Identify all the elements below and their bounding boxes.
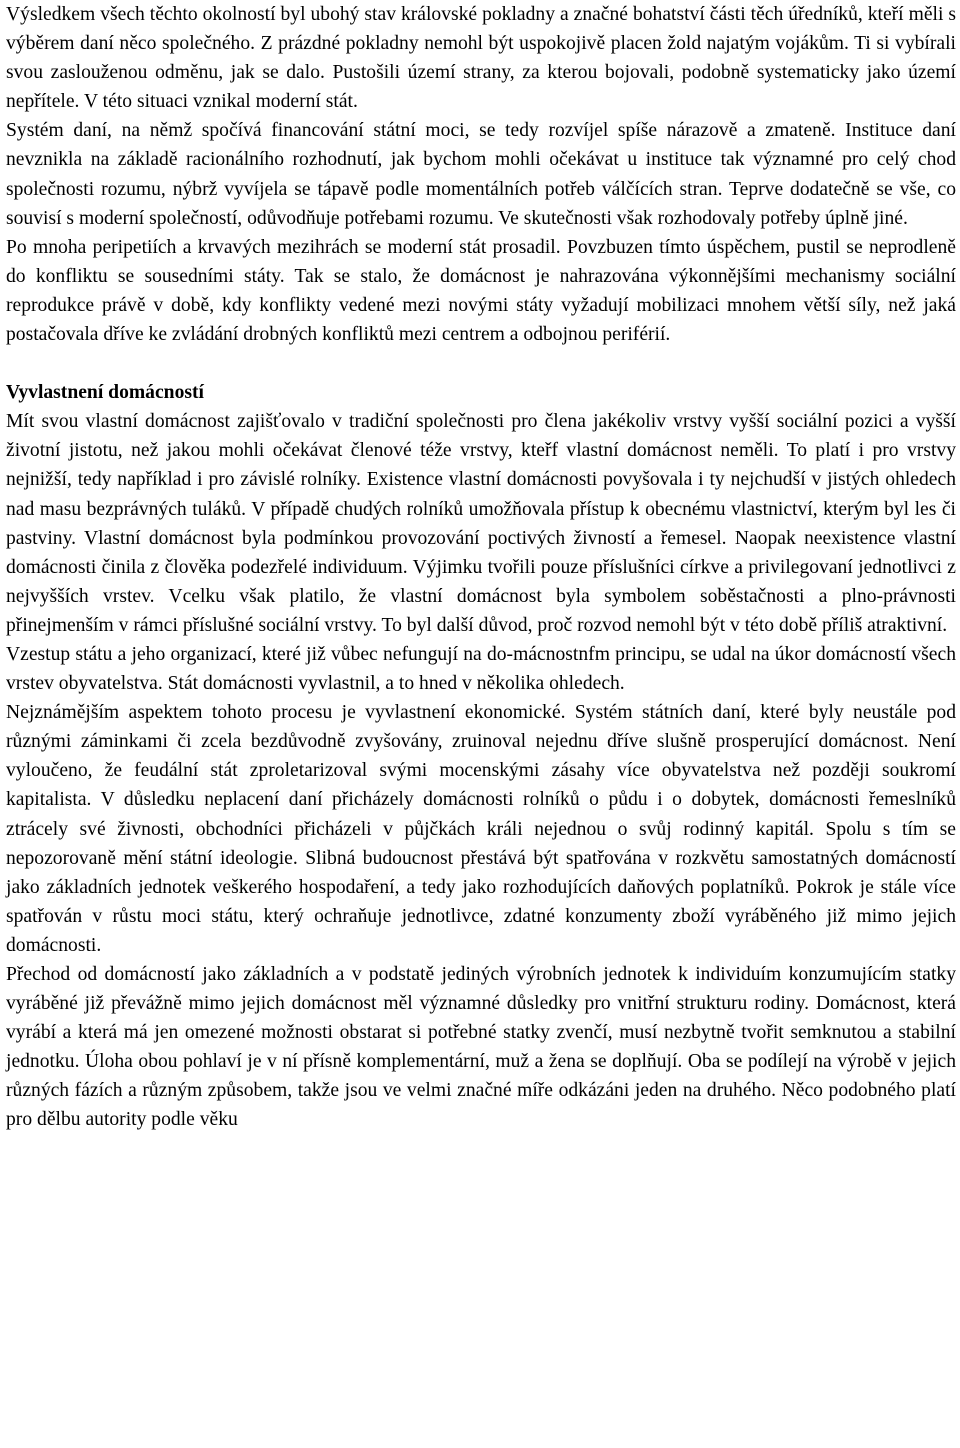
paragraph-royal-treasury: Výsledkem všech těchto okolností byl ubohý stav královské pokladny a značné bohatství části těch úředníků, kteří měli s výběrem daní něco společného. Z prázdné pokladny nemohl být uspokojivě placen žold najatým vojákům. Ti si vybírali svou zaslouženou odměnu, jak se dalo. Pustošili území strany, za kterou bojovali, podobně systematicky jako území nepřítele. V této situaci vznikal moderní stát.	[6, 4, 956, 113]
document-page	[6, 0, 956, 1135]
paragraph-modern-state: Po mnoha peripetiích a krvavých mezihrách se moderní stát prosadil. Povzbuzen tímto úspěchem, pustil se neprodleně do konfliktu se sousedními státy. Tak se stalo, že domácnost je nahrazována výkonnějšími mechanismy sociální reprodukce právě v době, kdy konflikty vedené mezi novými státy vyžadují mobilizaci mnohem větší síly, než jaká postačovala dříve ke zvládání drobných konfliktů mezi centrem a odbojnou periférií.	[6, 236, 956, 346]
paragraph-tax-system: Systém daní, na němž spočívá financování státní moci, se tedy rozvíjel spíše nárazově a zmateně. Instituce daní nevznikla na základě racionálního rozhodnutí, jak bychom mohli očekávat u instituce tak významné pro celý chod společnosti rozumu, nýbrž vyvíjela se tápavě podle momentálních potřeb válčících stran. Teprve dodatečně se vše, co souvisí s moderní společností, odůvodňuje potřebami rozumu. Ve skutečnosti však rozhodovaly potřeby úplně jiné.	[6, 120, 956, 229]
section-heading: Vyvlastnení domácností	[6, 382, 204, 404]
paragraph-economic-expropriation: Nejznámějším aspektem tohoto procesu je vyvlastnení ekonomické. Systém státních daní, které byly neustále pod různými záminkami či zcela bezdůvodně zvyšovány, zruinoval nejednu dříve slušně prosperující domácnost. Není vyloučeno, že feudální stát zproletarizoval svými mocenskými zásahy více obyvatelstva než později soukromí kapitalista. V důsledku neplacení daní přicházely domácnosti rolníků o půdu i o dobytek, domácnosti řemeslníků ztrácely své živnosti, obchodníci přicházeli v půjčkách králi nejednou o svůj rodinný kapitál. Spolu s tím se nepozorovaně mění státní ideologie. Slibná budoucnost přestává být spatřována v rozkvětu samostatných domácností jako základních jednotek veškerého hospodaření, a tedy jako rozhodujících daňových poplatníků. Pokrok je stále více spatřován v růstu moci státu, který ochraňuje jednotlivce, zdatné konzumenty zboží vyráběného již mimo jejich domácnosti.	[6, 702, 956, 956]
paragraph-own-household: Mít svou vlastní domácnost zajišťovalo v tradiční společnosti pro člena jakékoliv vrstvy vyšší sociální pozici a vyšší životní jistotu, než jakou mohli očekávat členové téže vrstvy, kteřf vlastní domácnost neměli. To platí i pro vrstvy nejnižší, tedy například i pro závislé rolníky. Existence vlastní domácnosti povyšovala i ty nejchudší v jistých ohledech nad masu bezprávných tuláků. V případě chudých rolníků umožňovala přístup k obecnému vlastnictví, kterým byl les či pastviny. Vlastní domácnost byla podmínkou provozování poctivých živností a řemesel. Naopak neexistence vlastní domácnosti činila z člověka podezřelé individuum. Výjimku tvořili pouze příslušníci církve a privilegovaní jednotlivci z nejvyšších vrstev. Vcelku však platilo, že vlastní domácnost byla symbolem soběstačnosti a plno-právnosti přinejmenším v rámci příslušné sociální vrstvy. To byl další důvod, proč rozvod nemohl být v této době příliš atraktivní.	[6, 411, 956, 636]
paragraph-rise-of-state: Vzestup státu a jeho organizací, které již vůbec nefungují na do-mácnostnfm principu, se udal na úkor domácností všech vrstev obyvatelstva. Stát domácnosti vyvlastnil, a to hned v několika ohledech.	[6, 643, 956, 695]
paragraph-household-transition: Přechod od domácností jako základních a v podstatě jediných výrobních jednotek k individuím konzumujícím statky vyráběné již převážně mimo jejich domácnost měl významné důsledky pro vnitřní strukturu rodiny. Domácnost, která vyrábí a která má jen omezené možnosti obstarat si potřebné statky zvenčí, musí nezbytně tvořit semknutou a stabilní jednotku. Úloha obou pohlaví je v ní přísně komplementární, muž a žena se doplňují. Oba se podílejí na výrobě v jejich různých fázích a různým způsobem, takže jsou ve velmi značné míře odkázáni jeden na druhého. Něco podobného platí pro dělbu autority podle věku	[6, 964, 956, 1131]
